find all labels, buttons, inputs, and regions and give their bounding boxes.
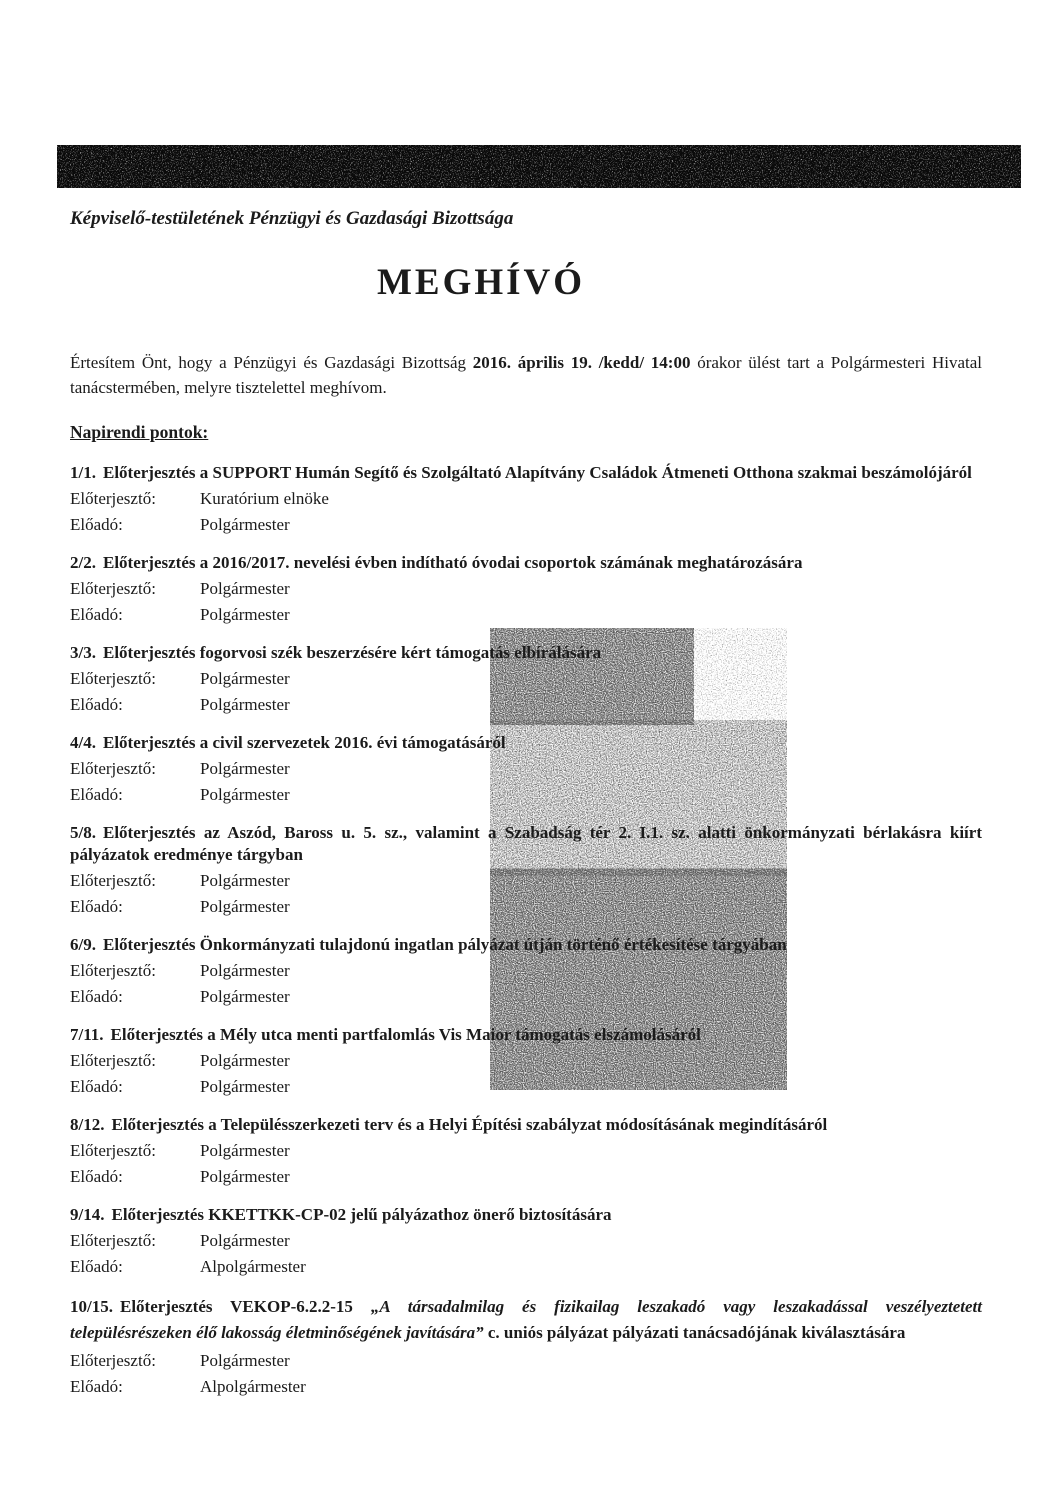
presenter-value: Alpolgármester — [200, 1377, 306, 1396]
text-part: Előterjesztés az Aszód, Baross u. 5. sz., valamint a Szabadság tér 2. I.1. sz. alatti önkormányzati bérlakásra kiírt pályázatok eredménye tárgyban — [70, 823, 982, 864]
presenter-value: Polgármester — [200, 1167, 290, 1186]
agenda-item-title — [70, 1294, 982, 1346]
agenda-item-title — [70, 552, 982, 574]
agenda-item-title — [70, 1114, 982, 1136]
agenda-item-number: 9/14. — [70, 1205, 105, 1224]
proposer-label: Előterjesztő: — [70, 961, 156, 980]
text-part: Előterjesztés Önkormányzati tulajdonú ingatlan pályázat útján történő értékesítése tárgyában — [102, 935, 787, 954]
proposer-row — [70, 1139, 982, 1162]
presenter-row — [70, 513, 982, 536]
agenda-item-number: 8/12. — [70, 1115, 105, 1134]
agenda-item-number: 2/2. — [70, 553, 96, 572]
agenda-item — [70, 732, 982, 806]
committee-line: Képviselő-testületének Pénzügyi és Gazdasági Bizottsága — [70, 208, 514, 229]
text-part: c. uniós pályázat pályázati tanácsadójának kiválasztására — [483, 1323, 906, 1342]
proposer-value: Polgármester — [200, 1051, 290, 1070]
presenter-row — [70, 1375, 982, 1398]
agenda-item — [70, 642, 982, 716]
agenda-list — [70, 462, 982, 1398]
text-part: Előterjesztés fogorvosi szék beszerzésére kért támogatás elbírálására — [102, 643, 602, 662]
proposer-row — [70, 1349, 982, 1372]
presenter-row — [70, 1255, 982, 1278]
presenter-label: Előadó: — [70, 695, 123, 714]
agenda-item-title-text — [70, 823, 982, 864]
presenter-row — [70, 1165, 982, 1188]
agenda-item-number: 6/9. — [70, 935, 96, 954]
presenter-row — [70, 783, 982, 806]
agenda-item — [70, 934, 982, 1008]
presenter-row — [70, 895, 982, 918]
proposer-value: Polgármester — [200, 961, 290, 980]
agenda-item — [70, 462, 982, 536]
presenter-label: Előadó: — [70, 1167, 123, 1186]
presenter-value: Polgármester — [200, 785, 290, 804]
agenda-item-number: 10/15. — [70, 1297, 113, 1316]
text-part: Előterjesztés a SUPPORT Humán Segítő és Szolgáltató Alapítvány Családok Átmeneti Otthona szakmai beszámolójáról — [102, 463, 972, 482]
presenter-row — [70, 693, 982, 716]
proposer-row — [70, 1229, 982, 1252]
document-title: MEGHÍVÓ — [376, 262, 586, 303]
agenda-item-number: 4/4. — [70, 733, 96, 752]
agenda-item-title-text — [103, 643, 601, 662]
proposer-row — [70, 487, 982, 510]
agenda-item-number: 5/8. — [70, 823, 96, 842]
agenda-item-number: 1/1. — [70, 463, 96, 482]
text-part: Előterjesztés KKETTKK-CP-02 jelű pályázathoz önerő biztosítására — [111, 1205, 612, 1224]
text-part: Értesítem Önt, hogy a Pénzügyi és Gazdasági Bizottság — [70, 353, 473, 372]
proposer-value: Polgármester — [200, 1141, 290, 1160]
proposer-value: Polgármester — [200, 759, 290, 778]
proposer-value: Polgármester — [200, 1351, 290, 1370]
proposer-value: Polgármester — [200, 579, 290, 598]
proposer-label: Előterjesztő: — [70, 1141, 156, 1160]
proposer-value: Polgármester — [200, 669, 290, 688]
presenter-label: Előadó: — [70, 987, 123, 1006]
text-part: Előterjesztés a civil szervezetek 2016. évi támogatásáról — [102, 733, 506, 752]
proposer-value: Polgármester — [200, 1231, 290, 1250]
agenda-item — [70, 1114, 982, 1188]
proposer-row — [70, 577, 982, 600]
agenda-item-title-text — [103, 733, 506, 752]
presenter-label: Előadó: — [70, 1377, 123, 1396]
document-body — [70, 0, 982, 1398]
proposer-row — [70, 959, 982, 982]
text-part: órakor ülést tart a Polgármesteri Hivatal tanácstermében, melyre tisztelettel meghívom. — [70, 353, 982, 397]
agenda-item-title-text — [111, 1115, 827, 1134]
proposer-row — [70, 869, 982, 892]
presenter-label: Előadó: — [70, 897, 123, 916]
agenda-item-title — [70, 732, 982, 754]
presenter-row — [70, 603, 982, 626]
agenda-item-title — [70, 462, 982, 484]
agenda-item-number: 3/3. — [70, 643, 96, 662]
presenter-row — [70, 985, 982, 1008]
proposer-row — [70, 667, 982, 690]
agenda-item-title-text — [103, 553, 802, 572]
agenda-item — [70, 1204, 982, 1278]
agenda-item-title — [70, 822, 982, 866]
agenda-item-title — [70, 1204, 982, 1226]
agenda-item-title-text — [103, 463, 972, 482]
proposer-row — [70, 1049, 982, 1072]
proposer-value: Kuratórium elnöke — [200, 489, 329, 508]
presenter-value: Polgármester — [200, 897, 290, 916]
proposer-label: Előterjesztő: — [70, 669, 156, 688]
text-part: „A társadalmilag és fizikailag leszakadó vagy leszakadással veszélyeztetett településrészeken élő lakosság életminőségének javítására” — [70, 1297, 983, 1342]
agenda-item-title — [70, 934, 982, 956]
agenda-item-title — [70, 642, 982, 664]
text-part: Előterjesztés a 2016/2017. nevelési évben indítható óvodai csoportok számának meghatározására — [102, 553, 803, 572]
proposer-row — [70, 757, 982, 780]
presenter-row — [70, 1075, 982, 1098]
presenter-value: Polgármester — [200, 987, 290, 1006]
agenda-item-title-text — [70, 1297, 982, 1342]
agenda-item-title — [70, 1024, 982, 1046]
proposer-label: Előterjesztő: — [70, 489, 156, 508]
presenter-label: Előadó: — [70, 1077, 123, 1096]
presenter-value: Polgármester — [200, 1077, 290, 1096]
agenda-item-number: 7/11. — [70, 1025, 104, 1044]
text-part: Előterjesztés a Településszerkezeti terv és a Helyi Építési szabályzat módosításának megindításáról — [111, 1115, 828, 1134]
presenter-value: Polgármester — [200, 605, 290, 624]
proposer-label: Előterjesztő: — [70, 759, 156, 778]
agenda-item — [70, 1024, 982, 1098]
proposer-label: Előterjesztő: — [70, 1351, 156, 1370]
agenda-item — [70, 1294, 982, 1398]
agenda-item — [70, 552, 982, 626]
presenter-value: Polgármester — [200, 695, 290, 714]
proposer-value: Polgármester — [200, 871, 290, 890]
intro-paragraph — [70, 351, 982, 400]
agenda-item — [70, 822, 982, 918]
presenter-value: Polgármester — [200, 515, 290, 534]
agenda-item-title-text — [103, 935, 787, 954]
presenter-label: Előadó: — [70, 605, 123, 624]
proposer-label: Előterjesztő: — [70, 579, 156, 598]
presenter-value: Alpolgármester — [200, 1257, 306, 1276]
presenter-label: Előadó: — [70, 1257, 123, 1276]
proposer-label: Előterjesztő: — [70, 1231, 156, 1250]
proposer-label: Előterjesztő: — [70, 871, 156, 890]
proposer-label: Előterjesztő: — [70, 1051, 156, 1070]
agenda-heading: Napirendi pontok: — [70, 422, 209, 442]
text-part: 2016. április 19. /kedd/ 14:00 — [472, 353, 691, 372]
presenter-label: Előadó: — [70, 515, 123, 534]
text-part: Előterjesztés VEKOP-6.2.2-15 — [119, 1297, 371, 1316]
text-part: Előterjesztés a Mély utca menti partfalomlás Vis Maior támogatás elszámolásáról — [110, 1025, 701, 1044]
agenda-item-title-text — [111, 1025, 701, 1044]
agenda-item-title-text — [111, 1205, 611, 1224]
presenter-label: Előadó: — [70, 785, 123, 804]
